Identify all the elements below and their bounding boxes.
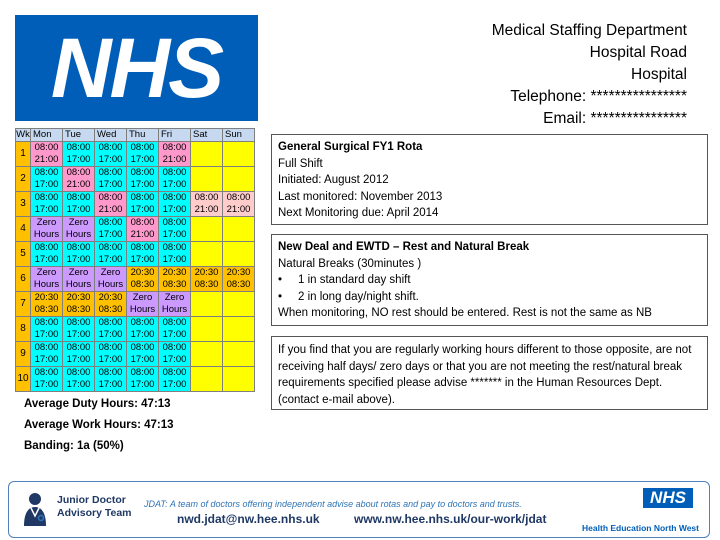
shift-cell: 20:30 08:30: [159, 267, 191, 292]
doctor-icon: [21, 492, 49, 526]
rota-week-row: [16, 142, 255, 167]
banding: Banding: 1a (50%): [24, 440, 124, 452]
shift-cell: 08:00 17:00: [127, 192, 159, 217]
week-number: 10: [16, 367, 31, 392]
shift-cell: 08:00 17:00: [31, 167, 63, 192]
shift-cell: [191, 242, 223, 267]
shift-cell: 20:30 08:30: [31, 292, 63, 317]
shift-cell: 08:00 17:00: [63, 342, 95, 367]
shift-cell: 08:00 17:00: [159, 367, 191, 392]
shift-cell: 20:30 08:30: [127, 267, 159, 292]
rota-week-row: [16, 242, 255, 267]
nhs-logo-text: NHS: [50, 21, 223, 115]
shift-cell: Zero Hours: [31, 217, 63, 242]
rota-week-row: [16, 217, 255, 242]
shift-cell: [223, 242, 255, 267]
shift-cell: [191, 367, 223, 392]
shift-cell: 08:00 21:00: [63, 167, 95, 192]
natural-breaks: Natural Breaks (30minutes ): [278, 257, 422, 270]
week-number: 6: [16, 267, 31, 292]
shift-cell: 08:00 17:00: [95, 217, 127, 242]
shift-cell: 08:00 17:00: [95, 242, 127, 267]
shift-cell: Zero Hours: [127, 292, 159, 317]
shift-cell: 08:00 17:00: [63, 317, 95, 342]
shift-cell: 08:00 17:00: [127, 142, 159, 167]
department-name: Medical Staffing Department: [491, 22, 687, 39]
break-list: [278, 272, 701, 305]
shift-cell: 08:00 17:00: [63, 242, 95, 267]
shift-cell: 08:00 17:00: [159, 192, 191, 217]
hospital-name: Hospital: [631, 66, 687, 83]
hene-label: Health Education North West: [582, 523, 699, 533]
shift-cell: 08:00 17:00: [159, 242, 191, 267]
rota-column-header: Fri: [159, 129, 191, 142]
footer-banner: [8, 481, 710, 538]
jdat-website-link[interactable]: www.nw.hee.nhs.uk/our-work/jdat: [354, 512, 547, 526]
shift-cell: 08:00 21:00: [127, 217, 159, 242]
shift-cell: 08:00 17:00: [31, 242, 63, 267]
week-number: 9: [16, 342, 31, 367]
jdat-logo-text: [57, 494, 132, 520]
telephone: Telephone: ****************: [510, 88, 687, 105]
shift-cell: [191, 292, 223, 317]
shift-cell: [191, 342, 223, 367]
shift-cell: 08:00 17:00: [127, 317, 159, 342]
shift-cell: 08:00 17:00: [63, 142, 95, 167]
shift-cell: 08:00 17:00: [127, 167, 159, 192]
shift-cell: 08:00 17:00: [159, 217, 191, 242]
advice-box: [271, 336, 708, 410]
break-item: • 1 in standard day shift: [298, 272, 701, 289]
jdat-logo: [17, 490, 132, 530]
rest-title: New Deal and EWTD – Rest and Natural Break: [278, 241, 530, 253]
shift-cell: 08:00 17:00: [63, 192, 95, 217]
shift-cell: [191, 217, 223, 242]
next-monitoring: Next Monitoring due: April 2014: [278, 207, 439, 219]
break-item: • 2 in long day/night shift.: [298, 289, 701, 306]
shift-cell: 08:00 21:00: [191, 192, 223, 217]
rota-week-row: [16, 292, 255, 317]
shift-cell: 08:00 17:00: [31, 317, 63, 342]
rota-week-row: [16, 167, 255, 192]
address-line: Hospital Road: [589, 44, 687, 61]
shift-cell: 08:00 21:00: [95, 192, 127, 217]
shift-cell: 08:00 17:00: [95, 367, 127, 392]
jdat-logo-line2: Advisory Team: [57, 507, 132, 519]
shift-cell: 20:30 08:30: [223, 267, 255, 292]
shift-cell: 08:00 17:00: [95, 317, 127, 342]
rota-week-row: [16, 192, 255, 217]
shift-cell: Zero Hours: [159, 292, 191, 317]
shift-cell: 08:00 17:00: [159, 342, 191, 367]
week-number: 5: [16, 242, 31, 267]
shift-cell: 08:00 17:00: [95, 167, 127, 192]
hours-summary: [24, 394, 174, 457]
shift-cell: 08:00 17:00: [127, 367, 159, 392]
rota-column-header: Wk: [16, 129, 30, 140]
average-duty-hours: Average Duty Hours: 47:13: [24, 398, 171, 410]
shift-cell: [223, 167, 255, 192]
rota-column-header: Sat: [191, 129, 223, 142]
contact-block: [492, 20, 687, 130]
rota-column-header: Wed: [95, 129, 127, 142]
shift-cell: 20:30 08:30: [63, 292, 95, 317]
shift-cell: 08:00 21:00: [223, 192, 255, 217]
shift-cell: [223, 317, 255, 342]
rota-column-header: Tue: [63, 129, 95, 142]
shift-cell: Zero Hours: [95, 267, 127, 292]
shift-cell: Zero Hours: [63, 217, 95, 242]
shift-cell: 08:00 17:00: [159, 167, 191, 192]
rota-table: [15, 128, 255, 392]
rota-column-header: Thu: [127, 129, 159, 142]
jdat-logo-line1: Junior Doctor: [57, 494, 126, 506]
week-number: 7: [16, 292, 31, 317]
shift-type: Full Shift: [278, 157, 323, 170]
shift-cell: 08:00 21:00: [159, 142, 191, 167]
rota-info-box: [271, 134, 708, 225]
rota-header-row: [16, 129, 255, 142]
shift-cell: [223, 367, 255, 392]
rota-week-row: [16, 367, 255, 392]
last-monitored: Last monitored: November 2013: [278, 190, 443, 203]
shift-cell: 08:00 17:00: [127, 342, 159, 367]
shift-cell: 08:00 17:00: [95, 142, 127, 167]
shift-cell: 08:00 21:00: [31, 142, 63, 167]
shift-cell: [191, 317, 223, 342]
rota-column-header: Sun: [223, 129, 255, 142]
week-number: 3: [16, 192, 31, 217]
monitoring-note: When monitoring, NO rest should be entered. Rest is not the same as NB: [278, 307, 652, 319]
shift-cell: [223, 292, 255, 317]
initiated-date: Initiated: August 2012: [278, 174, 389, 186]
rota-column-header: Mon: [31, 129, 63, 142]
shift-cell: [191, 142, 223, 167]
shift-cell: 20:30 08:30: [191, 267, 223, 292]
shift-cell: [223, 142, 255, 167]
average-work-hours: Average Work Hours: 47:13: [24, 419, 174, 431]
shift-cell: 08:00 17:00: [95, 342, 127, 367]
shift-cell: 08:00 17:00: [63, 367, 95, 392]
nhs-logo: [15, 15, 258, 121]
rota-week-row: [16, 267, 255, 292]
rest-info-box: [271, 234, 708, 326]
shift-cell: 08:00 17:00: [127, 242, 159, 267]
shift-cell: 08:00 17:00: [31, 367, 63, 392]
shift-cell: [223, 217, 255, 242]
shift-cell: [191, 167, 223, 192]
week-number: 8: [16, 317, 31, 342]
week-number: 4: [16, 217, 31, 242]
rota-week-row: [16, 342, 255, 367]
nhs-mini-logo: NHS: [643, 488, 693, 508]
shift-cell: Zero Hours: [31, 267, 63, 292]
week-number: 1: [16, 142, 31, 167]
rota-title: General Surgical FY1 Rota: [278, 141, 423, 153]
week-number: 2: [16, 167, 31, 192]
email: Email: ****************: [543, 110, 687, 127]
jdat-description: JDAT: A team of doctors offering independent advise about rotas and pay to doctors and trusts.: [144, 499, 522, 509]
shift-cell: 08:00 17:00: [159, 317, 191, 342]
shift-cell: [223, 342, 255, 367]
jdat-email-link[interactable]: nwd.jdat@nw.hee.nhs.uk: [177, 512, 320, 526]
shift-cell: 08:00 17:00: [31, 192, 63, 217]
rota-week-row: [16, 317, 255, 342]
shift-cell: 08:00 17:00: [31, 342, 63, 367]
shift-cell: Zero Hours: [63, 267, 95, 292]
shift-cell: 20:30 08:30: [95, 292, 127, 317]
advice-text: If you find that you are regularly working hours different to those opposite, are not receiving half days/ zero days or that you are not meeting the rest/natural break requirements specified please advise ******* in the Human Resources Dept. (contact e-mail above).: [278, 344, 692, 406]
